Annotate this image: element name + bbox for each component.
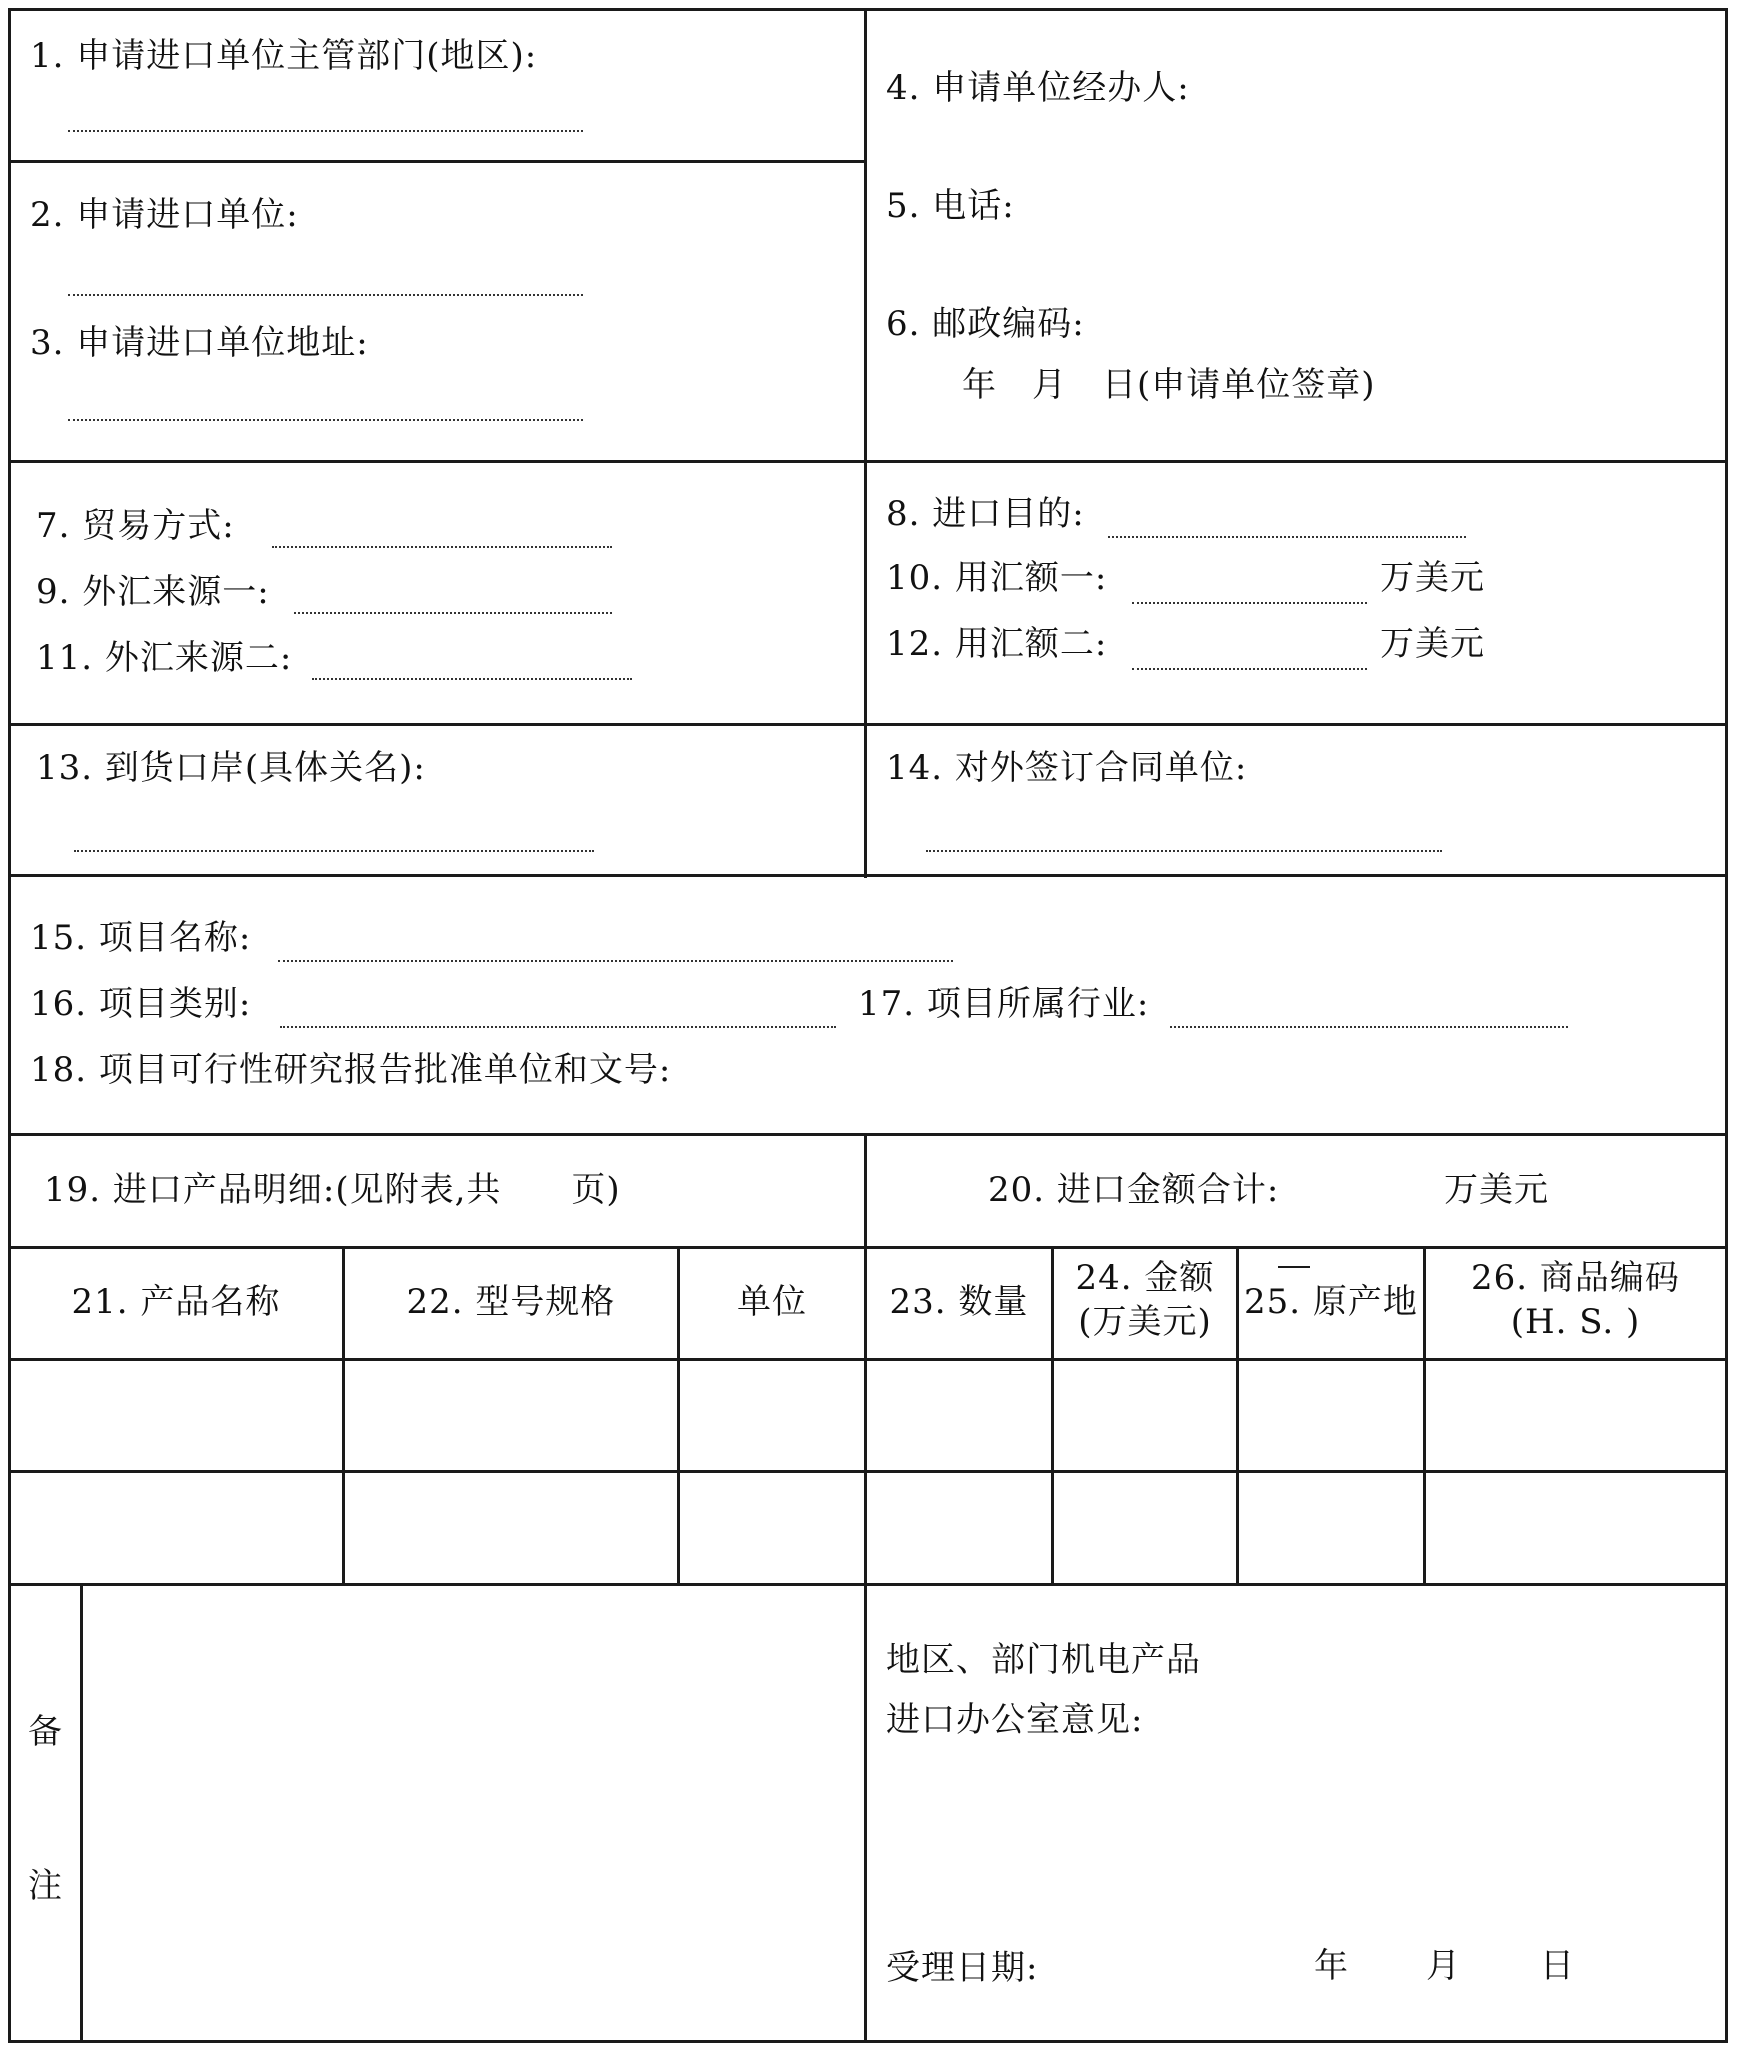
divider-row-2 [8,723,1728,726]
remarks-label-top: 备 [28,1712,63,1752]
field-16-line[interactable] [280,1026,836,1028]
field-1-label: 1. 申请进口单位主管部门(地区): [30,36,538,76]
divider-row-3 [8,874,1728,877]
border-bottom [8,2040,1728,2043]
field-13-label: 13. 到货口岸(具体关名): [36,748,426,788]
field-11-label: 11. 外汇来源二: [36,638,293,678]
field-3-label: 3. 申请进口单位地址: [30,323,369,363]
field-18-label: 18. 项目可行性研究报告批准单位和文号: [30,1050,672,1090]
field-9-line[interactable] [294,612,612,614]
field-11-line[interactable] [312,678,632,680]
divider-row-1a [8,160,866,163]
border-top [8,8,1728,11]
receipt-date-label: 受理日期: [886,1948,1039,1988]
applicant-date-seal: 年 月 日(申请单位签章) [962,365,1376,405]
field-4-label: 4. 申请单位经办人: [886,68,1190,108]
col-header-amount: 24. 金额 [1075,1258,1215,1298]
origin-header-mark [1278,1266,1310,1268]
field-9-label: 9. 外汇来源一: [36,572,270,612]
col-header-hs-code: 26. 商品编码 [1471,1258,1680,1298]
field-16-label: 16. 项目类别: [30,984,252,1024]
field-1-line[interactable] [68,130,583,132]
field-3-line[interactable] [68,419,583,421]
receipt-year: 年 [1314,1946,1349,1986]
field-20-label: 20. 进口金额合计: [988,1170,1280,1210]
remarks-area[interactable] [84,1587,862,2039]
divider-row-4 [8,1133,1728,1136]
remarks-label-bottom: 注 [28,1866,63,1906]
field-15-label: 15. 项目名称: [30,918,252,958]
field-10-unit: 万美元 [1380,558,1485,598]
field-6-label: 6. 邮政编码: [886,304,1085,344]
field-19-label: 19. 进口产品明细:(见附表,共 页) [44,1170,621,1210]
divider-row-5 [8,1246,1728,1249]
field-7-label: 7. 贸易方式: [36,506,235,546]
field-2-line[interactable] [68,294,583,296]
divider-row-7 [8,1470,1728,1473]
col-header-unit: 单位 [737,1282,807,1322]
office-opinion-line1: 地区、部门机电产品 [886,1640,1201,1680]
field-7-line[interactable] [272,546,612,548]
receipt-day: 日 [1540,1946,1575,1986]
field-10-line[interactable] [1132,602,1367,604]
col-header-quantity: 23. 数量 [889,1282,1029,1322]
divider-center-lower [864,1133,867,2043]
divider-row-1 [8,460,1728,463]
field-8-label: 8. 进口目的: [886,494,1085,534]
col-header-hs-code-sub: (H. S. ) [1510,1302,1641,1342]
divider-row-6 [8,1358,1728,1361]
field-10-label: 10. 用汇额一: [886,558,1108,598]
field-12-label: 12. 用汇额二: [886,624,1108,664]
remarks-label-divider [80,1583,83,2043]
field-5-label: 5. 电话: [886,186,1015,226]
field-13-line[interactable] [74,850,594,852]
office-opinion-line2: 进口办公室意见: [886,1700,1144,1740]
divider-center-upper [864,8,867,878]
field-14-line[interactable] [926,850,1442,852]
field-17-label: 17. 项目所属行业: [858,984,1150,1024]
field-14-label: 14. 对外签订合同单位: [886,748,1248,788]
field-15-line[interactable] [278,960,953,962]
col-header-model-spec: 22. 型号规格 [406,1282,616,1322]
receipt-month: 月 [1426,1946,1461,1986]
border-left [8,8,11,2043]
office-opinion-area[interactable] [868,1760,1723,1940]
col-header-origin: 25. 原产地 [1244,1282,1418,1322]
col-header-product-name: 21. 产品名称 [71,1282,281,1322]
field-8-line[interactable] [1108,536,1466,538]
col-header-amount-unit: (万美元) [1078,1302,1212,1342]
field-2-label: 2. 申请进口单位: [30,195,299,235]
divider-row-8 [8,1583,1728,1586]
field-17-line[interactable] [1170,1026,1568,1028]
field-12-line[interactable] [1132,668,1367,670]
field-12-unit: 万美元 [1380,624,1485,664]
border-right [1725,8,1728,2043]
field-20-unit: 万美元 [1444,1170,1549,1210]
